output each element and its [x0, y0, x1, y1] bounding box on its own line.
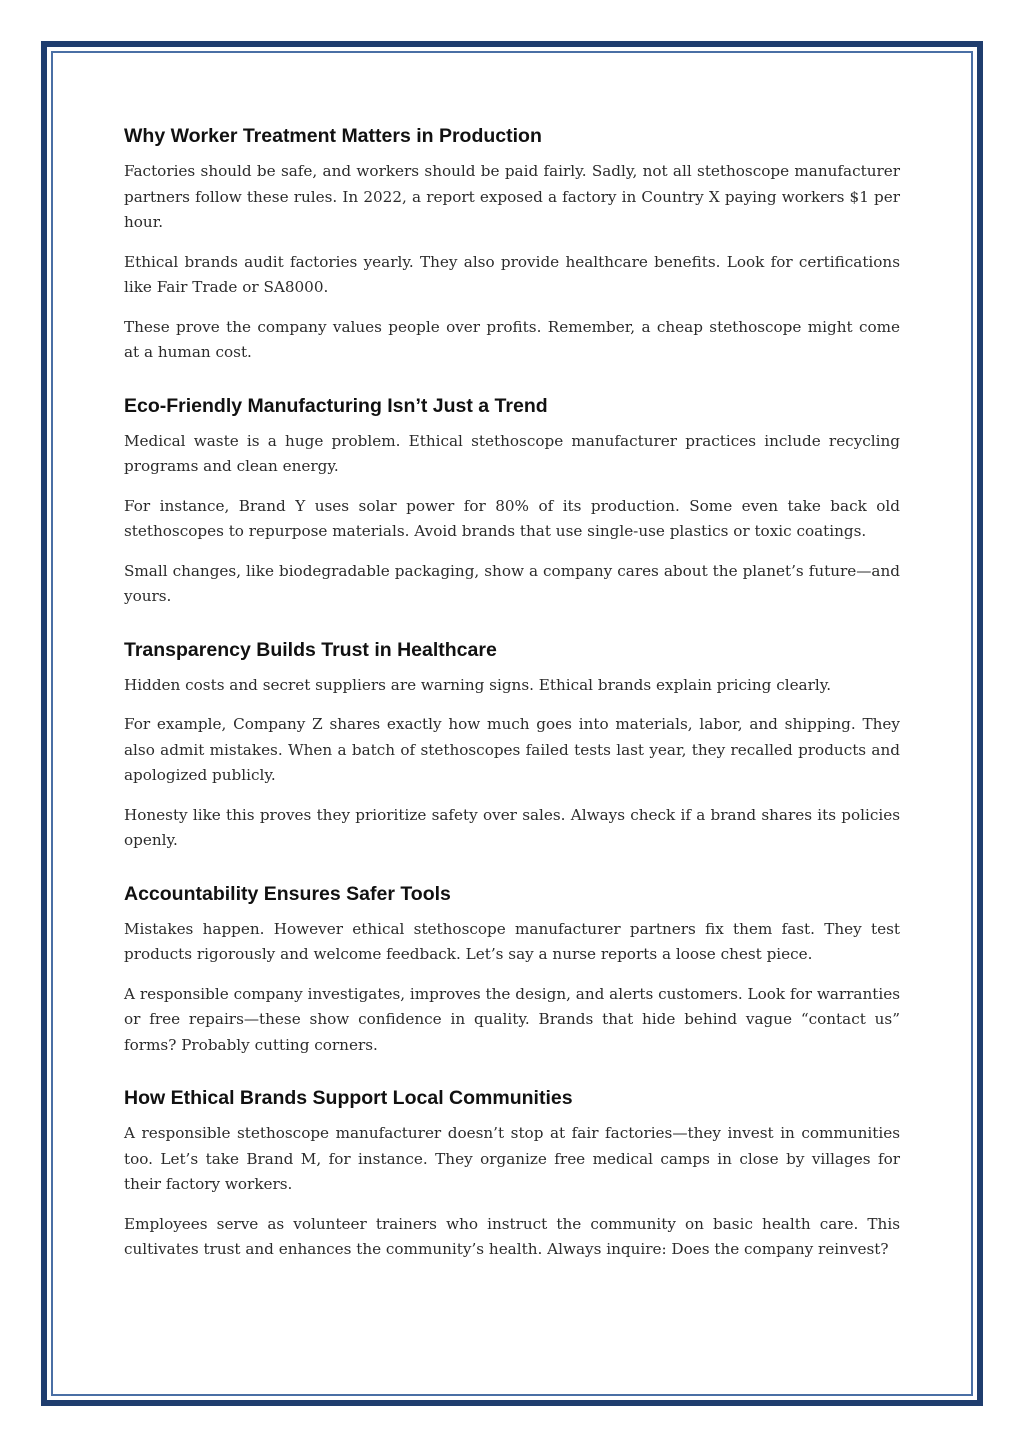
paragraph: Medical waste is a huge problem. Ethical stethoscope manufacturer practices include recycling programs and clean energy. [124, 431, 900, 475]
paragraph: Small changes, like biodegradable packaging, show a company cares about the planet’s future—and yours. [124, 561, 900, 605]
paragraph: Employees serve as volunteer trainers who instruct the community on basic health care. This cultivates trust and enhances the community’s health. Always inquire: Does the company reinvest? [124, 1214, 900, 1258]
paragraph: For example, Company Z shares exactly how much goes into materials, labor, and shipping. They also admit mistakes. When a batch of stethoscopes failed tests last year, they recalled products and apologized publicly. [124, 715, 900, 784]
section-heading: How Ethical Brands Support Local Communities [124, 1087, 573, 1109]
section-accountability [124, 880, 900, 1059]
paragraph: Hidden costs and secret suppliers are warning signs. Ethical brands explain pricing clearly. [124, 675, 832, 694]
section-worker-treatment [124, 122, 900, 366]
paragraph: Factories should be safe, and workers should be paid fairly. Sadly, not all stethoscope manufacturer partners follow these rules. In 2022, a report exposed a factory in Country X paying workers $1 per hour. [124, 162, 900, 231]
section-heading: Why Worker Treatment Matters in Production [124, 125, 542, 147]
section-transparency [124, 636, 900, 854]
paragraph: For instance, Brand Y uses solar power for 80% of its production. Some even take back old stethoscopes to repurpose materials. Avoid brands that use single-use plastics or toxic coatings. [124, 496, 900, 540]
section-heading: Accountability Ensures Safer Tools [124, 882, 451, 905]
document-body [124, 122, 900, 1289]
section-eco-friendly [124, 392, 900, 610]
paragraph: These prove the company values people over profits. Remember, a cheap stethoscope might come at a human cost. [124, 317, 900, 361]
paragraph: A responsible stethoscope manufacturer doesn’t stop at fair factories—they invest in communities too. Let’s take Brand M, for instance. They organize free medical camps in close by villages for their factory workers. [124, 1124, 900, 1193]
paragraph: Mistakes happen. However ethical stethoscope manufacturer partners fix them fast. They test products rigorously and welcome feedback. Let’s say a nurse reports a loose chest piece. [124, 919, 900, 963]
paragraph: Ethical brands audit factories yearly. They also provide healthcare benefits. Look for certifications like Fair Trade or SA8000. [124, 252, 900, 296]
section-heading: Transparency Builds Trust in Healthcare [124, 638, 497, 661]
section-local-communities [124, 1084, 900, 1263]
paragraph: A responsible company investigates, improves the design, and alerts customers. Look for warranties or free repairs—these show confidence in quality. Brands that hide behind vague “contact us” forms? Probably cutting corners. [124, 984, 900, 1054]
section-heading: Eco-Friendly Manufacturing Isn’t Just a Trend [124, 394, 548, 417]
paragraph: Honesty like this proves they prioritize safety over sales. Always check if a brand shares its policies openly. [124, 805, 900, 849]
